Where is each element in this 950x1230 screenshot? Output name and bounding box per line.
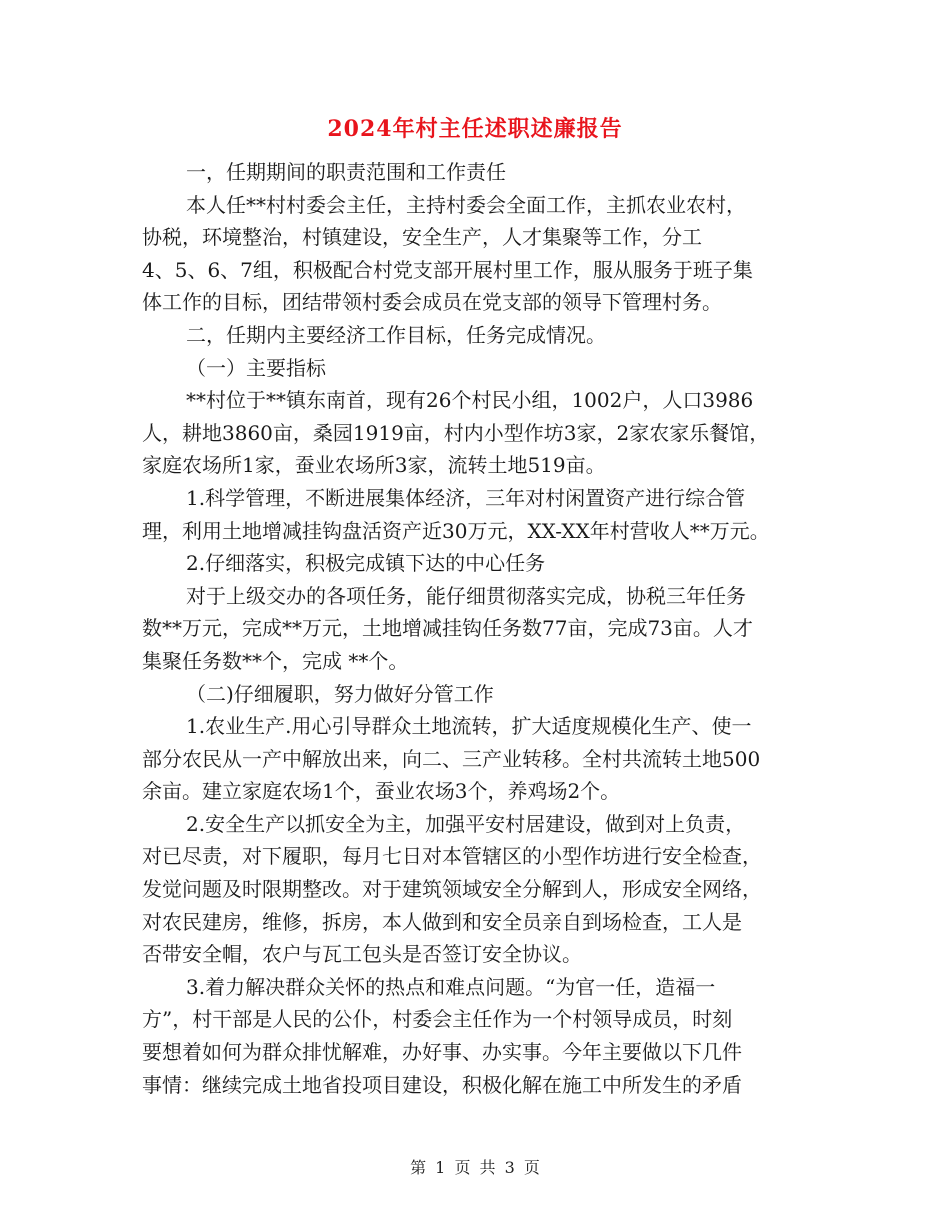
- document-body: [142, 156, 812, 1101]
- body-line: 对已尽责，对下履职，每月七日对本管辖区的小型作坊进行安全检查，: [142, 844, 762, 869]
- body-line: 方”，村干部是人民的公仆，村委会主任作为一个村领导成员，时刻: [142, 1007, 733, 1032]
- body-line: 否带安全帽，农户与瓦工包头是否签订安全协议。: [142, 942, 582, 967]
- body-line: （二)仔细履职，努力做好分管工作: [186, 681, 494, 706]
- body-line: 发觉问题及时限期整改。对于建筑领域安全分解到人，形成安全网络，: [142, 877, 762, 902]
- page-number-footer: 第 1 页 共 3 页: [410, 1158, 540, 1177]
- body-line: 理，利用土地增减挂钩盘活资产近30万元，XX-XX年村营收人**万元。: [142, 518, 770, 543]
- body-line: 对于上级交办的各项任务，能仔细贯彻落实完成，协税三年任务: [186, 583, 746, 608]
- body-line: 对农民建房，维修，拆房，本人做到和安全员亲自到场检查，工人是: [142, 909, 742, 934]
- body-line: 集聚任务数**个，完成 **个。: [142, 648, 409, 673]
- body-line: 一，任期期间的职责范围和工作责任: [186, 160, 506, 184]
- body-line: 协税，环境整治，村镇建设，安全生产，人才集聚等工作，分工: [142, 225, 702, 250]
- body-line: 4、5、6、7组，积极配合村党支部开展村里工作，服从服务于班子集: [142, 257, 753, 282]
- body-line: 1.农业生产.用心引导群众土地流转，扩大适度规模化生产、使一: [186, 714, 752, 739]
- body-line: （一）主要指标: [186, 355, 326, 380]
- body-line: 二，任期内主要经济工作目标，任务完成情况。: [186, 322, 606, 347]
- body-line: 3.着力解决群众关怀的热点和难点问题。“为官一任，造福一: [186, 974, 716, 999]
- body-line: 事情：继续完成土地省投项目建设，积极化解在施工中所发生的矛盾: [142, 1072, 742, 1097]
- body-line: 人，耕地3860亩，桑园1919亩，村内小型作坊3家，2家农家乐餐馆，: [142, 420, 770, 445]
- body-line: 余亩。建立家庭农场1个，蚕业农场3个，养鸡场2个。: [142, 779, 621, 804]
- body-line: 部分农民从一产中解放出来，向二、三产业转移。全村共流转土地500: [142, 746, 761, 771]
- body-line: 2.仔细落实，积极完成镇下达的中心任务: [186, 551, 546, 576]
- body-line: 体工作的目标，团结带领村委会成员在党支部的领导下管理村务。: [142, 290, 722, 315]
- body-line: 1.科学管理，不断进展集体经济，三年对村闲置资产进行综合管: [186, 485, 746, 510]
- body-line: 本人任**村村委会主任，主持村委会全面工作，主抓农业农村，: [186, 192, 746, 217]
- body-line: 数**万元，完成**万元，土地增减挂钩任务数77亩，完成73亩。人才: [142, 616, 753, 641]
- body-line: 要想着如何为群众排忧解难，办好事、办实事。今年主要做以下几件: [142, 1040, 742, 1065]
- body-line: 家庭农场所1家，蚕业农场所3家，流转土地519亩。: [142, 453, 606, 478]
- body-line: **村位于**镇东南首，现有26个村民小组，1002户，人口3986: [186, 388, 754, 413]
- body-line: 2.安全生产以抓安全为主，加强平安村居建设，做到对上负责，: [186, 811, 746, 836]
- document-title: 2024年村主任述职述廉报告: [327, 116, 623, 142]
